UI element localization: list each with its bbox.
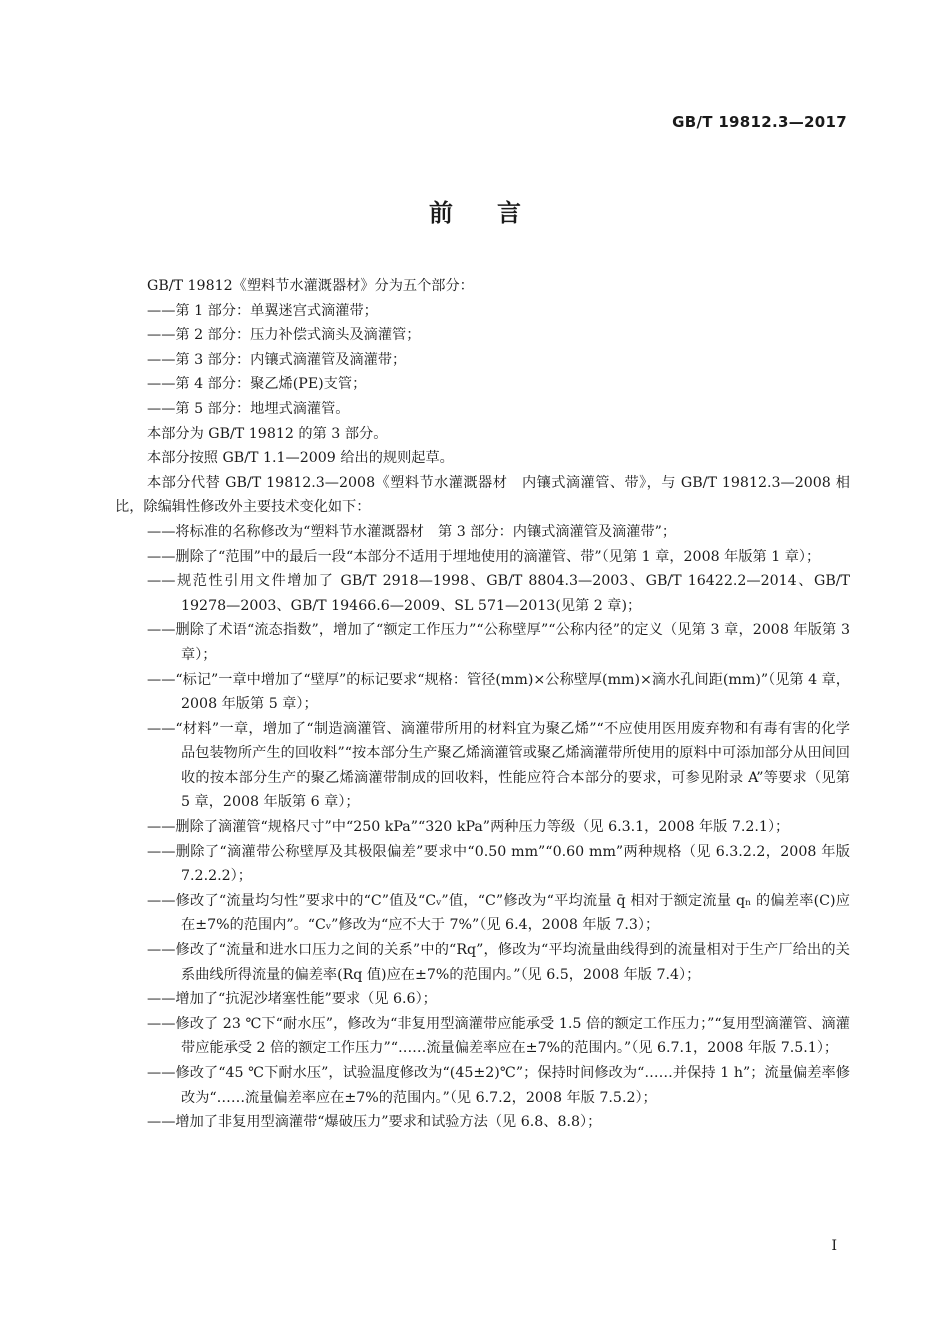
change-item: ——删除了滴灌管“规格尺寸”中“250 kPa”“320 kPa”两种压力等级（见 6.3.1，2008 年版 7.2.1）； [147, 819, 790, 836]
body-paragraph: 本部分按照 GB/T 1.1—2009 给出的规则起草。 [147, 450, 454, 467]
change-item: ——删除了“范围”中的最后一段“本部分不适用于埋地使用的滴灌管、带”（见第 1 章，2008 年版第 1 章）； [147, 548, 821, 565]
change-item: ——“材料”一章，增加了“制造滴灌管、滴灌带所用的材料宜为聚乙烯”“不应使用医用废弃物和有毒有害的化学品包装物所产生的回收料”“按本部分生产聚乙烯滴灌管或聚乙烯滴灌带所使用的原料中可添加部分从田间回收的按本部分生产的聚乙烯滴灌带制成的回收料，性能应符合本部分的要求，可参见附录 A”等要求（见第 5 章，2008 年版第 6 章）； [147, 720, 850, 811]
change-item: ——增加了“抗泥沙堵塞性能”要求（见 6.6）； [147, 991, 437, 1008]
page-title: 前言 [429, 199, 565, 227]
intro-paragraph: GB/T 19812《塑料节水灌溉器材》分为五个部分： [147, 278, 474, 294]
change-item: ——修改了“流量和进水口压力之间的关系”中的“Rq”，修改为“平均流量曲线得到的流量相对于生产厂给出的关系曲线所得流量的偏差率(Rq 值)应在±7%的范围内。”（见 6.5，2008 年版 7.4）； [147, 942, 850, 983]
change-item: ——将标准的名称修改为“塑料节水灌溉器材 第 3 部分：内镶式滴灌管及滴灌带”； [147, 523, 677, 540]
body-paragraph: 本部分为 GB/T 19812 的第 3 部分。 [147, 425, 388, 442]
change-item: ——修改了“流量均匀性”要求中的“C”值及“Cᵥ”值，“C”修改为“平均流量 q̄ 相对于额定流量 qₙ 的偏差率(C)应在±7%的范围内”。“Cᵥ”修改为“应不大于 7%”（见 6.4，2008 年版 7.3）； [147, 892, 850, 934]
list-item: ——第 2 部分：压力补偿式滴头及滴灌管； [147, 327, 421, 344]
change-item: ——规范性引用文件增加了 GB/T 2918—1998、GB/T 8804.3—2003、GB/T 16422.2—2014、GB/T 19278—2003、GB/T 19466.6—2009、SL 571—2013(见第 2 章)； [147, 573, 850, 614]
page-number: I [831, 1238, 837, 1254]
change-item: ——修改了 23 ℃下“耐水压”，修改为“非复用型滴灌带应能承受 1.5 倍的额定工作压力；”“复用型滴灌管、滴灌带应能承受 2 倍的额定工作压力”“……流量偏差率应在±7%的范围内。”（见 6.7.1，2008 年版 7.5.1）； [147, 1015, 850, 1057]
change-item: ——修改了“45 ℃下耐水压”，试验温度修改为“(45±2)℃”；保持时间修改为“……并保持 1 h”；流量偏差率修改为“……流量偏差率应在±7%的范围内。”（见 6.7.2，2008 年版 7.5.2）； [147, 1065, 850, 1106]
change-item: ——增加了非复用型滴灌带“爆破压力”要求和试验方法（见 6.8、8.8）； [147, 1114, 602, 1131]
change-item: ——删除了“滴灌带公称壁厚及其极限偏差”要求中“0.50 mm”“0.60 mm”两种规格（见 6.3.2.2，2008 年版 7.2.2.2）； [147, 843, 850, 885]
change-item: ——“标记”一章中增加了“壁厚”的标记要求“规格：管径(mm)×公称壁厚(mm)×滴水孔间距(mm)”（见第 4 章，2008 年版第 5 章）； [147, 671, 850, 713]
standard-code: GB/T 19812.3—2017 [672, 113, 847, 131]
list-item: ——第 4 部分：聚乙烯(PE)支管； [147, 376, 367, 393]
body-paragraph: 本部分代替 GB/T 19812.3—2008《塑料节水灌溉器材 内镶式滴灌管、带》，与 GB/T 19812.3—2008 相比，除编辑性修改外主要技术变化如下： [115, 474, 850, 516]
list-item: ——第 3 部分：内镶式滴灌管及滴灌带； [147, 351, 407, 368]
change-item: ——删除了术语“流态指数”，增加了“额定工作压力”“公称壁厚”“公称内径”的定义（见第 3 章，2008 年版第 3 章）； [147, 622, 850, 663]
document-body [115, 274, 850, 1135]
list-item: ——第 1 部分：单翼迷宫式滴灌带； [147, 302, 378, 319]
list-item: ——第 5 部分：地埋式滴灌管。 [147, 400, 350, 417]
